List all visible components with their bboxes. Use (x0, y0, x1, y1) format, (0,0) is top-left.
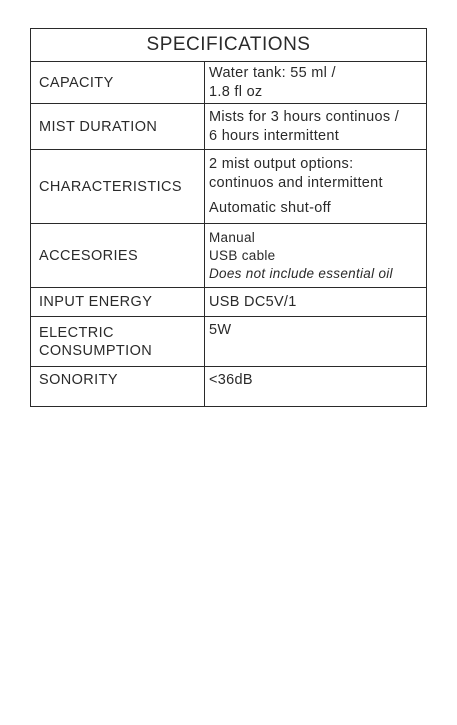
value-line: 6 hours intermittent (209, 127, 340, 144)
value-line: USB cable (209, 247, 276, 263)
row-label (31, 317, 205, 367)
row-value (205, 288, 427, 317)
value-line: 1.8 fl oz (209, 83, 263, 100)
table-row (31, 62, 427, 104)
row-value (205, 62, 427, 104)
value-line: 2 mist output options: (209, 156, 354, 172)
label-line: ELECTRIC (39, 324, 114, 341)
table-row (31, 288, 427, 317)
specifications-table (30, 28, 427, 407)
value-line: Mists for 3 hours continuos / (209, 108, 400, 125)
table-row (31, 224, 427, 288)
row-value (205, 104, 427, 150)
value-line: <36dB (209, 372, 253, 388)
table-row (31, 317, 427, 367)
value-line: continuos and intermittent (209, 175, 383, 191)
table-row (31, 367, 427, 407)
table-row (31, 104, 427, 150)
value-line: Automatic shut-off (209, 200, 331, 216)
row-value (205, 367, 427, 407)
value-line: USB DC5V/1 (209, 293, 297, 310)
row-label: CHARACTERISTICS (31, 150, 205, 224)
table-title: SPECIFICATIONS (31, 29, 427, 62)
table-header-row (31, 29, 427, 62)
value-line: Does not include essential oil (209, 265, 393, 281)
value-line: Water tank: 55 ml / (209, 64, 336, 81)
row-label: MIST DURATION (31, 104, 205, 150)
table-row (31, 150, 427, 224)
row-label: INPUT ENERGY (31, 288, 205, 317)
row-label: ACCESORIES (31, 224, 205, 288)
row-label: CAPACITY (31, 62, 205, 104)
value-line: 5W (209, 322, 232, 338)
row-value (205, 150, 427, 224)
row-value (205, 224, 427, 288)
row-value (205, 317, 427, 367)
value-line: Manual (209, 229, 256, 245)
row-label: SONORITY (31, 367, 205, 407)
label-line: CONSUMPTION (39, 342, 153, 359)
